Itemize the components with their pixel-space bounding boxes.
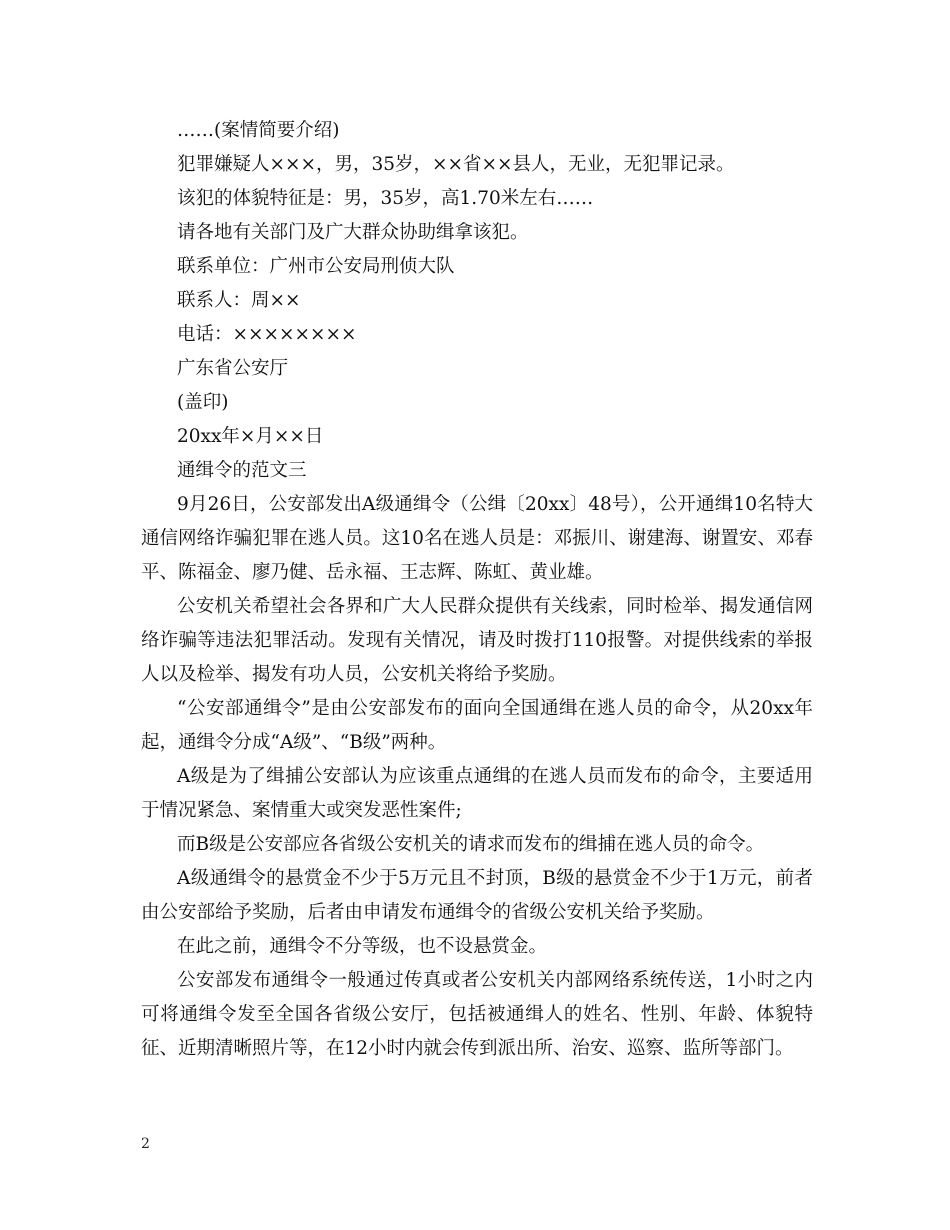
paragraph: ……(案情简要介绍) [177, 120, 340, 141]
paragraph: 公安机关希望社会各界和广大人民群众提供有关线索，同时检举、揭发通信网络诈骗等违法犯罪活动。发现有关情况，请及时拨打110报警。对提供线索的举报人以及检举、揭发有功人员，公安机关将给予奖励。 [141, 596, 813, 685]
paragraph: A级通缉令的悬赏金不少于5万元且不封顶，B级的悬赏金不少于1万元，前者由公安部给予奖励，后者由申请发布通缉令的省级公安机关给予奖励。 [141, 868, 813, 923]
paragraph: 20xx年×月××日 [177, 426, 324, 447]
paragraph: A级是为了缉捕公安部认为应该重点通缉的在逃人员而发布的命令，主要适用于情况紧急、案情重大或突发恶性案件; [141, 766, 813, 821]
paragraph: “公安部通缉令”是由公安部发布的面向全国通缉在逃人员的命令，从20xx年起，通缉令分成“A级”、“B级”两种。 [141, 698, 813, 753]
paragraph: 联系单位：广州市公安局刑侦大队 [177, 256, 455, 277]
paragraph: 公安部发布通缉令一般通过传真或者公安机关内部网络系统传送，1小时之内可将通缉令发至全国各省级公安厅，包括被通缉人的姓名、性别、年龄、体貌特征、近期清晰照片等，在12小时内就会传到派出所、治安、巡察、监所等部门。 [141, 970, 813, 1059]
paragraph: 该犯的体貌特征是：男，35岁，高1.70米左右…… [177, 188, 594, 209]
paragraph: 电话：×××××××× [177, 324, 357, 345]
paragraph: (盖印) [177, 392, 229, 413]
paragraph: 而B级是公安部应各省级公安机关的请求而发布的缉捕在逃人员的命令。 [177, 834, 765, 855]
document-body [141, 114, 813, 1066]
paragraph: 犯罪嫌疑人×××，男，35岁，××省××县人，无业，无犯罪记录。 [177, 154, 735, 175]
paragraph: 在此之前，通缉令不分等级，也不设悬赏金。 [177, 936, 548, 957]
paragraph: 联系人：周×× [177, 290, 301, 311]
section-heading: 通缉令的范文三 [177, 460, 307, 481]
paragraph: 广东省公安厅 [177, 358, 289, 379]
paragraph: 9月26日，公安部发出A级通缉令（公缉〔20xx〕48号），公开通缉10名特大通信网络诈骗犯罪在逃人员。这10名在逃人员是：邓振川、谢建海、谢置安、邓春平、陈福金、廖乃健、岳永福、王志辉、陈虹、黄业雄。 [141, 494, 813, 583]
paragraph: 请各地有关部门及广大群众协助缉拿该犯。 [177, 222, 529, 243]
page-number: 2 [141, 1136, 150, 1152]
